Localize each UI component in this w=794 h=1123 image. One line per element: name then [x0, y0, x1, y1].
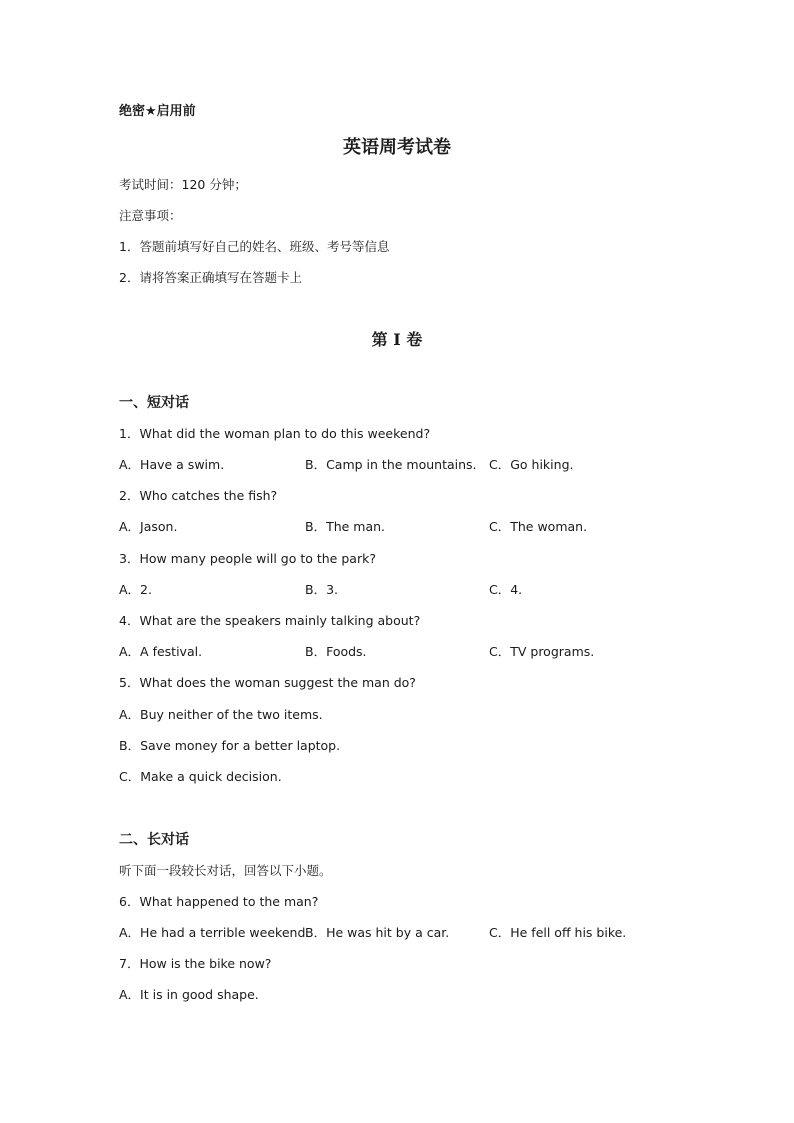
option-b: B．3. [305, 582, 339, 597]
option-c: C．He fell off his bike. [489, 925, 627, 940]
option-a: A．2. [119, 582, 152, 597]
option-b: B．He was hit by a car. [305, 925, 450, 940]
page-title: 英语周考试卷 [343, 137, 451, 158]
option-c: C．4. [489, 582, 523, 597]
volume-title: 第 I 卷 [371, 330, 423, 349]
option-b: B．Foods. [305, 644, 367, 659]
question-text: 3．How many people will go to the park? [119, 551, 376, 566]
question-text: 4．What are the speakers mainly talking about? [119, 613, 421, 628]
option-b: B．Camp in the mountains. [305, 457, 477, 472]
question-text: 1．What did the woman plan to do this weekend? [119, 426, 431, 441]
question-text: 7．How is the bike now? [119, 956, 272, 971]
question-text: 5．What does the woman suggest the man do? [119, 675, 416, 690]
option-c: C．TV programs. [489, 644, 595, 659]
option-c: C．Go hiking. [489, 457, 574, 472]
section-heading: 一、短对话 [119, 395, 189, 411]
confidential-label: 绝密★启用前 [119, 104, 196, 119]
question-text: 6．What happened to the man? [119, 894, 319, 909]
option-a: A．A festival. [119, 644, 203, 659]
question-text: 2．Who catches the fish? [119, 488, 278, 503]
option-a: A．Have a swim. [119, 457, 225, 472]
option-b: B．The man. [305, 519, 386, 534]
option-a: A．Buy neither of the two items. [119, 707, 323, 722]
option-b: B．Save money for a better laptop. [119, 738, 341, 753]
section-heading: 二、长对话 [119, 832, 189, 848]
exam-time: 考试时间：120 分钟； [119, 177, 247, 192]
note-item: 2．请将答案正确填写在答题卡上 [119, 270, 302, 285]
option-c: C．Make a quick decision. [119, 769, 282, 784]
note-item: 1．答题前填写好自己的姓名、班级、考号等信息 [119, 239, 390, 254]
option-a: A．Jason. [119, 519, 178, 534]
option-a: A．It is in good shape. [119, 987, 259, 1002]
option-c: C．The woman. [489, 519, 588, 534]
notes-heading: 注意事项： [119, 208, 182, 223]
option-a: A．He had a terrible weekend. [119, 925, 310, 940]
section-instruction: 听下面一段较长对话，回答以下小题。 [119, 863, 332, 878]
